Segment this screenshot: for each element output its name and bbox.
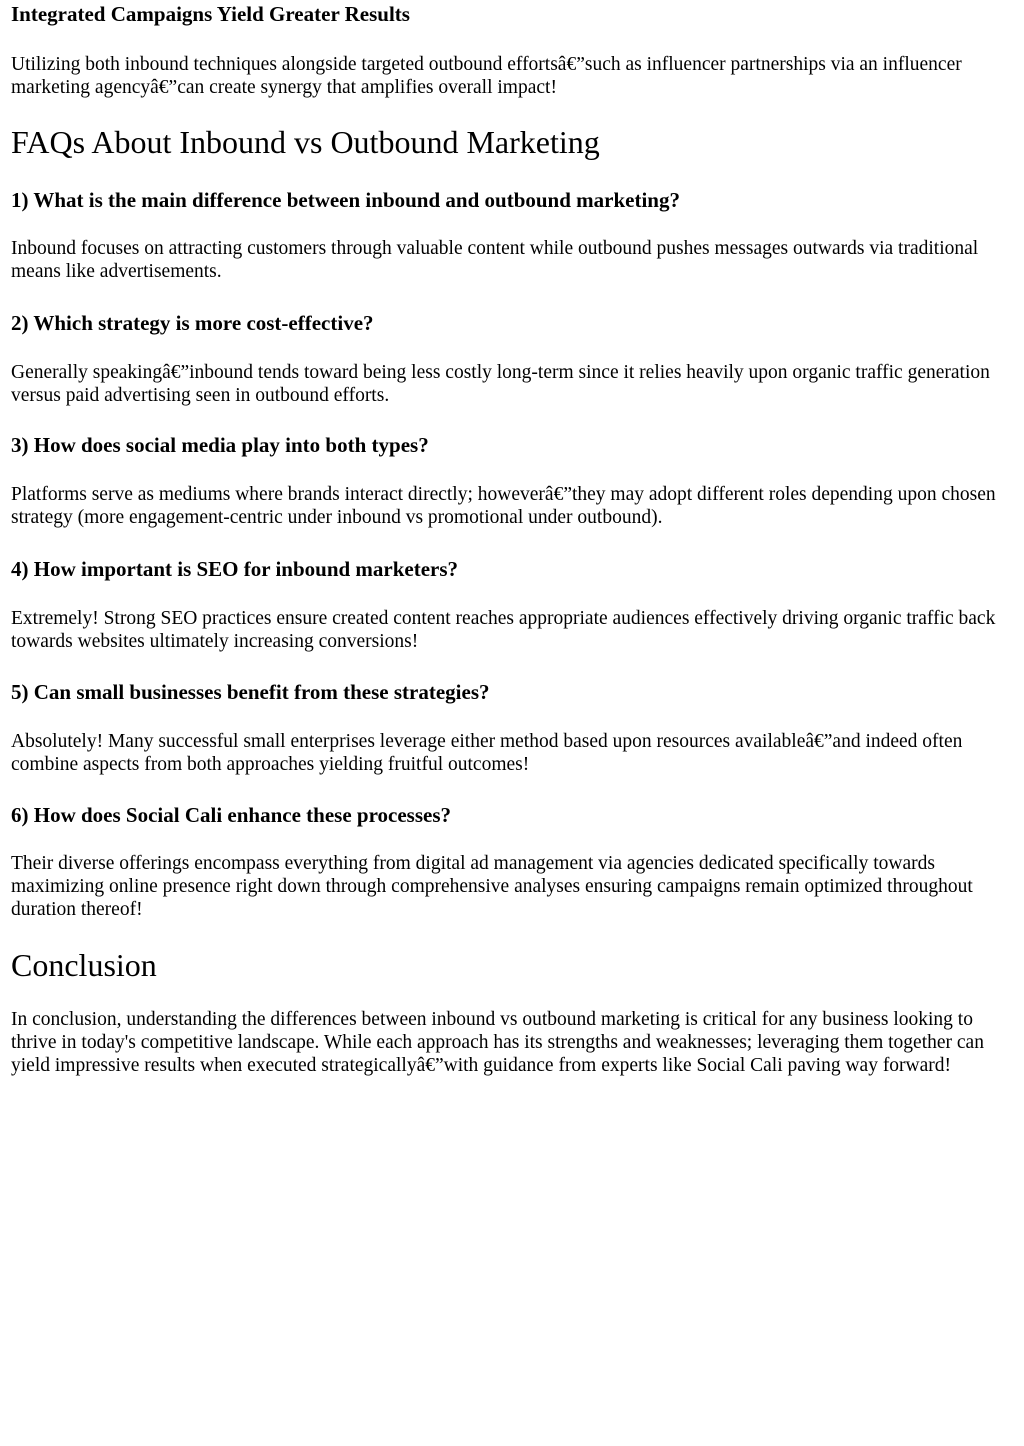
- faq-answer-3: Platforms serve as mediums where brands interact directly; howeverâ€”they may adopt different roles depending upon chosen strategy (more engagement-centric under inbound vs promotional under outbound).: [11, 484, 996, 528]
- faq-question-4: 4) How important is SEO for inbound marketers?: [11, 557, 459, 581]
- faq-heading: FAQs About Inbound vs Outbound Marketing: [11, 124, 600, 160]
- faq-answer-1: Inbound focuses on attracting customers through valuable content while outbound pushes messages outwards via traditional means like advertisements.: [11, 238, 979, 282]
- faq-answer-6: Their diverse offerings encompass everything from digital ad management via agencies dedicated specifically towards maximizing online presence right down through comprehensive analyses ensuring campaigns remain optimized throughout duration thereof!: [11, 853, 973, 920]
- section-paragraph-integrated-campaigns: Utilizing both inbound techniques alongside targeted outbound effortsâ€”such as influencer partnerships via an influencer marketing agencyâ€”can create synergy that amplifies overall impact!: [11, 54, 962, 98]
- faq-answer-5: Absolutely! Many successful small enterprises leverage either method based upon resources availableâ€”and indeed often combine aspects from both approaches yielding fruitful outcomes!: [11, 731, 963, 775]
- faq-question-1: 1) What is the main difference between inbound and outbound marketing?: [11, 188, 680, 212]
- section-heading-integrated-campaigns: Integrated Campaigns Yield Greater Results: [11, 2, 410, 26]
- faq-question-6: 6) How does Social Cali enhance these processes?: [11, 803, 452, 827]
- faq-question-2: 2) Which strategy is more cost-effective?: [11, 311, 374, 335]
- conclusion-paragraph: In conclusion, understanding the differences between inbound vs outbound marketing is critical for any business looking to thrive in today's competitive landscape. While each approach has its strengths and weaknesses; leveraging them together can yield impressive results when executed strategicallyâ€”with guidance from experts like Social Cali paving way forward!: [11, 1009, 984, 1076]
- conclusion-heading: Conclusion: [11, 947, 157, 983]
- faq-answer-2: Generally speakingâ€”inbound tends toward being less costly long-term since it relies heavily upon organic traffic generation versus paid advertising seen in outbound efforts.: [11, 362, 990, 406]
- faq-question-3: 3) How does social media play into both types?: [11, 433, 429, 457]
- faq-answer-4: Extremely! Strong SEO practices ensure created content reaches appropriate audiences effectively driving organic traffic back towards websites ultimately increasing conversions!: [11, 608, 996, 652]
- faq-question-5: 5) Can small businesses benefit from these strategies?: [11, 680, 490, 704]
